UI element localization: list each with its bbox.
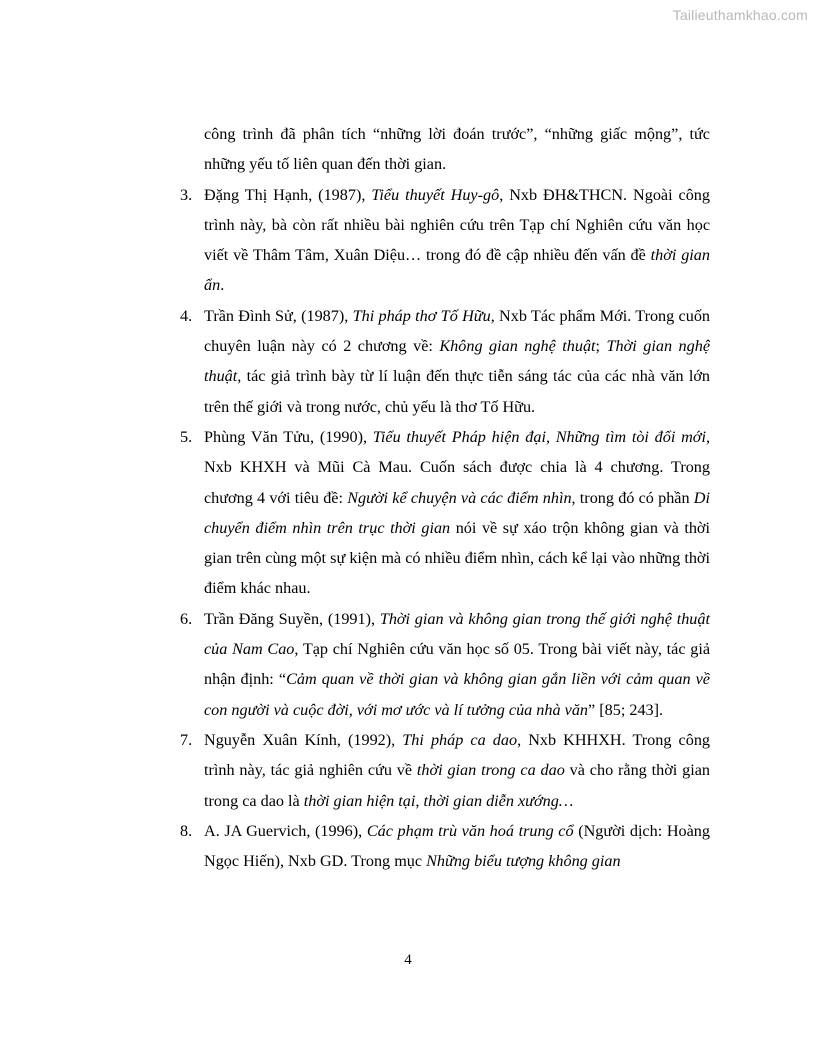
text-run: ; [595, 337, 607, 356]
italic-text: Thời gian và không gian trong thế giới nghệ thuật của Nam Cao [204, 609, 710, 659]
italic-text: thời gian trong ca dao [416, 761, 565, 780]
italic-text: thời gian diễn xướng… [423, 791, 574, 810]
text-run: , tác giả trình bày từ lí luận đến thực tiễn sáng tác của các nhà văn lớn trên thế giới và trong nước, chủ yếu là thơ Tố Hữu. [204, 367, 710, 416]
reference-number: 5. [180, 427, 193, 446]
reference-item [180, 180, 710, 301]
text-run: A. JA Guervich, (1996), [204, 821, 367, 840]
text-run: , [415, 791, 424, 810]
italic-text: Không gian nghệ thuật [439, 337, 596, 356]
italic-text: thời gian hiện tại [303, 791, 416, 810]
text-run: , Nxb ĐH&THCN. Ngoài công trình này, bà còn rất nhiều bài nghiên cứu trên Tạp chí Nghiên cứu văn học viết về Thâm Tâm, Xuân Diệu… trong đó đề cập nhiều đến vấn đề [204, 185, 710, 265]
reference-number: 3. [180, 185, 193, 204]
page-number: 4 [404, 952, 412, 968]
watermark: Tailieuthamkhao.com [672, 7, 808, 23]
continuation-paragraph [180, 119, 710, 180]
text-run: , trong đó có phần [571, 488, 694, 507]
text-run: Phùng Văn Tửu, (1990), [204, 427, 373, 446]
italic-text: Tiểu thuyết Huy-gô [371, 185, 500, 204]
text-run: . [220, 276, 225, 295]
text-run: và cho rằng thời gian trong ca dao là [204, 761, 710, 810]
text-run: nói về sự xáo trộn không gian và thời gian trên cùng một sự kiện mà có nhiều điểm nhìn, cách kể lại vào những thời điểm khác nhau. [204, 518, 710, 598]
reference-number: 7. [180, 730, 193, 749]
text-run: (Người dịch: Hoàng Ngọc Hiến), Nxb GD. Trong mục [204, 821, 710, 871]
reference-number: 4. [180, 306, 193, 325]
text-run: Trần Đình Sử, (1987), [204, 306, 353, 325]
text-run: công trình đã phân tích “những lời đoán trước”, “những giấc mộng”, tức những yếu tố liên quan đến thời gian. [204, 125, 710, 174]
text-run: , Nxb KHHXH. Trong công trình này, tác giả nghiên cứu về [204, 730, 711, 780]
reference-item [180, 301, 710, 422]
italic-text: Thời gian nghệ thuật [204, 337, 711, 386]
text-run: Trần Đăng Suyền, (1991), [204, 609, 380, 628]
page-body [180, 119, 710, 876]
reference-number: 8. [180, 821, 193, 840]
italic-text: Thi pháp ca dao [402, 730, 518, 749]
italic-text: Cảm quan về thời gian và không gian gắn liền với cảm quan về con người và cuộc đời, với mơ ước và lí tưởng của nhà văn [204, 670, 710, 719]
reference-item [180, 816, 710, 877]
italic-text: thời gian ẩn [204, 246, 710, 295]
text-run: Nguyễn Xuân Kính, (1992), [204, 730, 403, 749]
reference-item [180, 725, 710, 816]
text-run: ” [85; 243]. [588, 700, 664, 719]
italic-text: Thi pháp thơ Tố Hữu [352, 306, 491, 325]
reference-item [180, 604, 710, 725]
italic-text: Di chuyển điểm nhìn trên trục thời gian [204, 488, 710, 537]
italic-text: Người kể chuyện và các điểm nhìn [347, 488, 572, 507]
text-run: , Nxb KHXH và Mũi Cà Mau. Cuốn sách được chia là 4 chương. Trong chương 4 với tiêu đề: [204, 427, 710, 507]
italic-text: Những biểu tượng không gian [426, 852, 621, 871]
text-run: , Tạp chí Nghiên cứu văn học số 05. Trong bài viết này, tác giả nhận định: “ [204, 640, 710, 689]
text-run: Đặng Thị Hạnh, (1987), [204, 185, 372, 204]
italic-text: Tiểu thuyết Pháp hiện đại, Những tìm tòi đổi mới [372, 427, 706, 446]
text-run: , Nxb Tác phẩm Mới. Trong cuốn chuyên luận này có 2 chương về: [204, 306, 711, 356]
reference-list [180, 180, 710, 877]
reference-number: 6. [180, 609, 193, 628]
italic-text: Các phạm trù văn hoá trung cổ [366, 821, 574, 840]
reference-item [180, 422, 710, 604]
